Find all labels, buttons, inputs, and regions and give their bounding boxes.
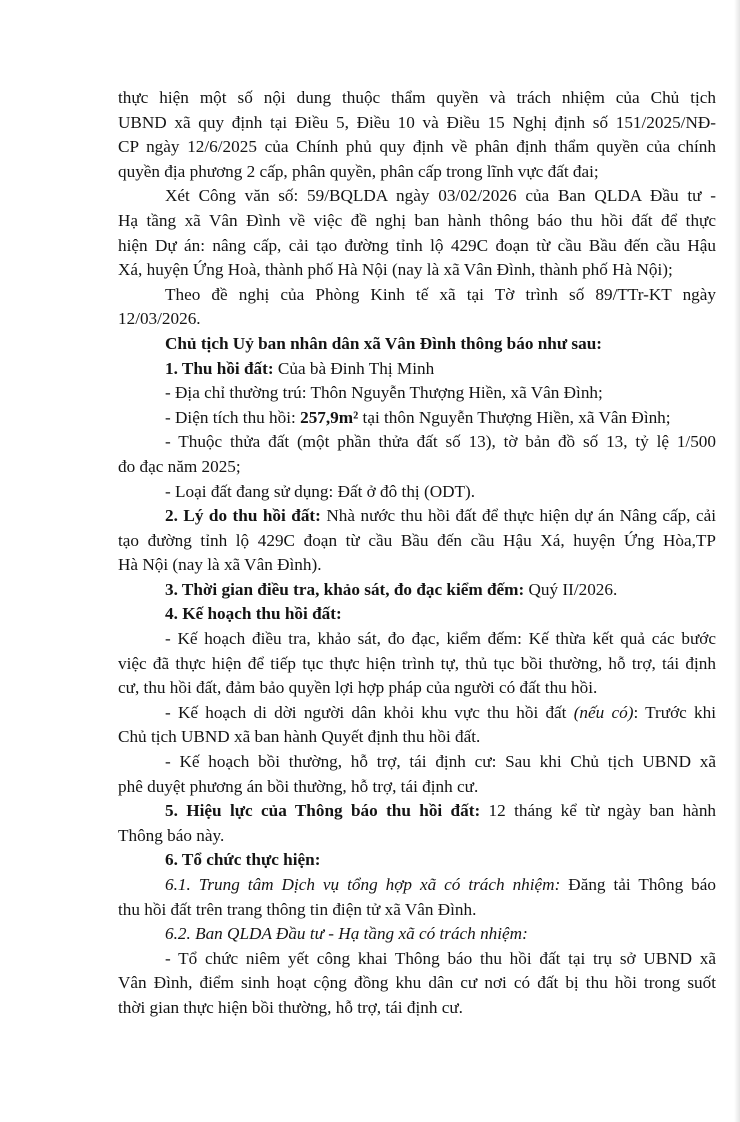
section-1-title — [118, 357, 716, 382]
section-6-2-line-1: - Tổ chức niêm yết công khai Thông báo thu hồi đất tại trụ sở UBND xã — [165, 948, 716, 968]
section-4-c-line-1: - Kế hoạch bồi thường, hỗ trợ, tái định cư: Sau khi Chủ tịch UBND xã — [165, 752, 716, 772]
section-6-2-line-2: Vân Đình, điểm sinh hoạt cộng đồng khu dân cư nơi có đất bị thu hồi trong suốt — [118, 973, 716, 993]
section-1-area — [118, 406, 716, 431]
proposal-line-2: 12/03/2026. — [118, 309, 201, 329]
section-2-reason: Nhà nước thu hồi đất để thực hiện dự án Nâng cấp, cải — [320, 506, 716, 526]
section-4-b-pre: - Kế hoạch di dời người dân khỏi khu vực thu hồi đất — [165, 702, 574, 722]
section-6-2-heading: 6.2. Ban QLDA Đầu tư - Hạ tầng xã có trách nhiệm: — [165, 924, 528, 944]
section-1-land-type: - Loại đất đang sử dụng: Đất ở đô thị (ODT). — [165, 481, 476, 501]
section-4-heading: 4. Kế hoạch thu hồi đất: — [165, 604, 342, 624]
section-2-heading: 2. Lý do thu hồi đất: — [165, 506, 321, 526]
intro-line-4: quyền địa phương 2 cấp, phân quyền, phân cấp trong lĩnh vực đất đai; — [118, 161, 599, 181]
consider-line-4: Xá, huyện Ứng Hoà, thành phố Hà Nội (nay là xã Vân Đình, thành phố Hà Nội); — [118, 260, 673, 280]
consider-line-2: Hạ tầng xã Vân Đình về việc đề nghị ban hành thông báo thu hồi đất để thực — [118, 210, 716, 230]
section-6-1-line-2: thu hồi đất trên trang thông tin điện tử xã Vân Đình. — [118, 899, 477, 919]
section-6-heading: 6. Tổ chức thực hiện: — [165, 850, 321, 870]
section-4-a-line-3: cư, thu hồi đất, đảm bảo quyền lợi hợp pháp của người có đất thu hồi. — [118, 678, 598, 698]
section-3 — [118, 578, 716, 603]
section-5-line-1 — [118, 799, 716, 824]
intro-line-3: CP ngày 12/6/2025 của Chính phủ quy định về phân định thẩm quyền của chính — [118, 137, 716, 157]
document-body — [118, 86, 716, 1021]
section-4-a-line-2: việc đã thực hiện để tiếp tục thực hiện trình tự, thủ tục bồi thường, hỗ trợ, tái định — [118, 653, 716, 673]
section-4-a-line-1: - Kế hoạch điều tra, khảo sát, đo đạc, kiểm đếm: Kế thừa kết quả các bước — [165, 629, 716, 649]
section-2-line-3: Hà Nội (nay là xã Vân Đình). — [118, 555, 322, 575]
area-suffix: tại thôn Nguyễn Thượng Hiền, xã Vân Đình; — [358, 407, 671, 427]
section-5-value: 12 tháng kể từ ngày ban hành — [480, 801, 717, 821]
section-6-2-line-3: thời gian thực hiện bồi thường, hỗ trợ, tái định cư. — [118, 997, 463, 1017]
section-4-b-italic: (nếu có) — [573, 702, 634, 722]
page-edge-shadow — [734, 0, 740, 1122]
section-3-heading: 3. Thời gian điều tra, khảo sát, đo đạc kiểm đếm: — [165, 579, 525, 599]
area-value: 257,9m² — [300, 407, 359, 427]
area-prefix: - Diện tích thu hồi: — [165, 407, 301, 427]
section-3-value: Quý II/2026. — [524, 579, 618, 599]
section-1-parcel-line-2: đo đạc năm 2025; — [118, 456, 241, 476]
intro-line-2: UBND xã quy định tại Điều 5, Điều 10 và Điều 15 Nghị định số 151/2025/NĐ- — [118, 112, 716, 132]
section-4-b-line-2: Chủ tịch UBND xã ban hành Quyết định thu hồi đất. — [118, 727, 481, 747]
section-4-b-post: : Trước khi — [633, 702, 716, 722]
section-1-heading: 1. Thu hồi đất: — [165, 358, 274, 378]
section-2-line-1 — [118, 504, 716, 529]
proposal-line-1: Theo đề nghị của Phòng Kinh tế xã tại Tờ trình số 89/TTr-KT ngày — [165, 284, 716, 304]
intro-line-1: thực hiện một số nội dung thuộc thẩm quyền và trách nhiệm của Chủ tịch — [118, 88, 716, 107]
section-5-line-2: Thông báo này. — [118, 825, 225, 845]
section-1-owner: Của bà Đinh Thị Minh — [273, 358, 435, 378]
section-2-line-2: tạo đường tỉnh lộ 429C đoạn từ cầu Bầu đến cầu Hậu Xá, huyện Ứng Hòa,TP — [118, 530, 716, 550]
section-6-1-heading: 6.1. Trung tâm Dịch vụ tổng hợp xã có trách nhiệm: — [165, 875, 561, 894]
section-1-parcel-line-1: - Thuộc thửa đất (một phần thửa đất số 13), tờ bản đồ số 13, tỷ lệ 1/500 — [165, 432, 716, 452]
section-4-b-line-1 — [118, 701, 716, 726]
consider-line-3: hiện Dự án: nâng cấp, cải tạo đường tỉnh lộ 429C đoạn từ cầu Bầu đến cầu Hậu — [118, 235, 716, 255]
consider-line-1: Xét Công văn số: 59/BQLDA ngày 03/02/2026 của Ban QLDA Đầu tư - — [165, 186, 716, 206]
section-4-c-line-2: phê duyệt phương án bồi thường, hỗ trợ, tái định cư. — [118, 776, 479, 796]
section-6-1-line-1 — [118, 873, 716, 898]
section-6-1-rest: Đăng tải Thông báo — [560, 875, 716, 894]
section-5-heading: 5. Hiệu lực của Thông báo thu hồi đất: — [165, 801, 481, 821]
section-1-address: - Địa chỉ thường trú: Thôn Nguyễn Thượng Hiền, xã Vân Đình; — [165, 383, 603, 403]
announcement-heading: Chủ tịch Uỷ ban nhân dân xã Vân Đình thông báo như sau: — [165, 333, 602, 353]
